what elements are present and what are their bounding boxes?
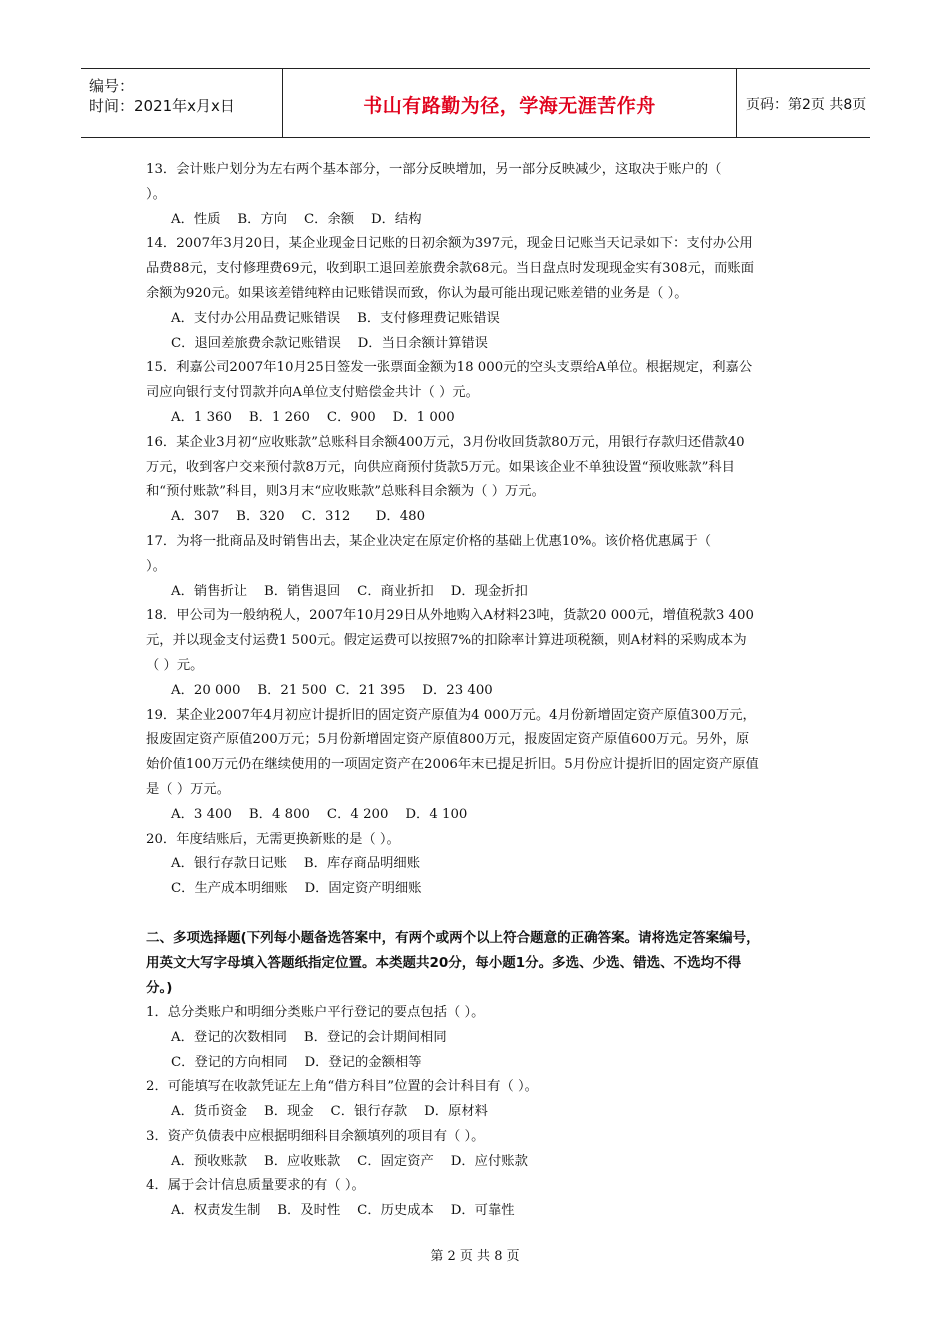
section-2-heading <box>146 926 806 1001</box>
answer-options: A．预收账款 B．应收账款 C．固定资产 D．应付账款 <box>171 1153 528 1169</box>
question-item <box>146 158 806 232</box>
page-footer: 第 2 页 共 8 页 <box>430 1249 520 1264</box>
question-text-line: 1．总分类账户和明细分类账户平行登记的要点包括（ ）。 <box>146 1004 485 1020</box>
single-choice-question-list <box>146 158 806 902</box>
question-item <box>146 530 806 604</box>
question-text-line: 15．利嘉公司2007年10月25日签发一张票面金额为18 000元的空头支票给A单位。根据规定，利嘉公 <box>146 360 753 376</box>
answer-options: A．银行存款日记账 B．库存商品明细账 <box>171 856 421 872</box>
answer-options: A．20 000 B．21 500 C．21 395 D．23 400 <box>171 682 493 698</box>
answer-options: C．退回差旅费余款记账错误 D．当日余额计算错误 <box>171 335 488 351</box>
answer-options: C．登记的方向相同 D．登记的金额相等 <box>171 1054 422 1070</box>
header-page-info: 页码：第2页 共8页 <box>746 97 867 113</box>
header-right-cell <box>736 69 870 137</box>
section-heading-line: 用英文大写字母填入答题纸指定位置。本类题共20分，每小题1分。多选、少选、错选、不选均不得 <box>146 954 742 971</box>
question-item <box>146 704 806 828</box>
question-item <box>146 604 806 703</box>
question-text-line: 是（ ）万元。 <box>146 781 231 797</box>
question-item <box>146 828 806 902</box>
document-number-label: 编号： <box>89 77 135 95</box>
question-text-line: 16．某企业3月初“应收账款”总账科目余额400万元，3月份收回货款80万元，用银行存款归还借款40 <box>146 434 745 450</box>
multiple-choice-question-list <box>146 1001 806 1224</box>
page-header <box>81 68 870 138</box>
question-text-line: （ ）元。 <box>146 657 204 673</box>
question-text-line: 13．会计账户划分为左右两个基本部分，一部分反映增加，另一部分反映减少，这取决于账户的（ <box>146 162 722 177</box>
question-text-line: 2．可能填写在收款凭证左上角“借方科目”位置的会计科目有（ ）。 <box>146 1079 538 1095</box>
answer-options: A．支付办公用品费记账错误 B．支付修理费记账错误 <box>171 310 500 326</box>
section-heading-line: 二、多项选择题(下列每小题备选答案中，有两个或两个以上符合题意的正确答案。请将选定答案编号， <box>146 929 760 946</box>
question-item <box>146 431 806 530</box>
answer-options: A．307 B．320 C．312 D．480 <box>171 509 426 525</box>
header-motto-cell <box>282 69 737 137</box>
question-text-line: 20．年度结账后，无需更换新账的是（ ）。 <box>146 831 400 847</box>
question-text-line: 余额为920元。如果该差错纯粹由记账错误而致，你认为最可能出现记账差错的业务是（ ）。 <box>146 285 688 301</box>
question-text-line: 18．甲公司为一般纳税人，2007年10月29日从外地购入A材料23吨，货款20 000元，增值税款3 400 <box>146 608 754 624</box>
header-left-cell <box>81 69 282 137</box>
question-item <box>146 232 806 356</box>
question-text-line: 和“预付账款”科目，则3月末“应收账款”总账科目余额为（ ）万元。 <box>146 484 545 500</box>
question-text-line: 万元，收到客户交来预付款8万元，向供应商预付货款5万元。如果该企业不单独设置“预收账款”科目 <box>146 459 735 475</box>
answer-options: A．权责发生制 B．及时性 C．历史成本 D．可靠性 <box>171 1203 515 1219</box>
answer-options: A．3 400 B．4 800 C．4 200 D．4 100 <box>171 806 468 822</box>
answer-options: C．生产成本明细账 D．固定资产明细账 <box>171 881 422 897</box>
exam-content <box>146 158 806 1224</box>
answer-options: A．销售折让 B．销售退回 C．商业折扣 D．现金折扣 <box>171 583 528 599</box>
section-spacer <box>146 902 806 926</box>
question-text-line: 司应向银行支付罚款并向A单位支付赔偿金共计（ ）元。 <box>146 385 479 401</box>
question-text-line: 始价值100万元仍在继续使用的一项固定资产在2006年末已提足折旧。5月份应计提折旧的固定资产原值 <box>146 757 759 773</box>
question-text-line: 17．为将一批商品及时销售出去，某企业决定在原定价格的基础上优惠10%。该价格优惠属于（ <box>146 533 712 549</box>
question-text-line: 报废固定资产原值200万元；5月份新增固定资产原值800万元，报废固定资产原值600万元。另外，原 <box>146 732 750 748</box>
answer-options: A．1 360 B．1 260 C．900 D．1 000 <box>171 409 455 425</box>
question-text-line: 3．资产负债表中应根据明细科目余额填列的项目有（ ）。 <box>146 1128 485 1144</box>
question-item <box>146 1075 806 1125</box>
question-item <box>146 1174 806 1224</box>
question-item <box>146 1125 806 1175</box>
answer-options: A．登记的次数相同 B．登记的会计期间相同 <box>171 1029 447 1045</box>
question-text-line: 元，并以现金支付运费1 500元。假定运费可以按照7%的扣除率计算进项税额，则A材料的采购成本为 <box>146 633 747 649</box>
question-text-line: ）。 <box>146 186 166 202</box>
question-text-line: 19．某企业2007年4月初应计提折旧的固定资产原值为4 000万元。4月份新增固定资产原值300万元， <box>146 707 756 723</box>
document-date: 时间：2021年x月x日 <box>89 97 235 115</box>
question-item <box>146 1001 806 1075</box>
question-text-line: ）。 <box>146 558 166 574</box>
question-item <box>146 356 806 430</box>
header-motto: 书山有路勤为径，学海无涯苦作舟 <box>363 95 656 117</box>
question-text-line: 4．属于会计信息质量要求的有（ ）。 <box>146 1178 365 1194</box>
question-text-line: 品费88元，支付修理费69元，收到职工退回差旅费余款68元。当日盘点时发现现金实有308元，而账面 <box>146 261 755 277</box>
answer-options: A．性质 B．方向 C．余额 D．结构 <box>171 211 422 227</box>
question-text-line: 14．2007年3月20日，某企业现金日记账的日初余额为397元，现金日记账当天记录如下：支付办公用 <box>146 236 753 252</box>
section-heading-line: 分。) <box>146 979 173 996</box>
answer-options: A．货币资金 B．现金 C．银行存款 D．原材料 <box>171 1104 488 1120</box>
